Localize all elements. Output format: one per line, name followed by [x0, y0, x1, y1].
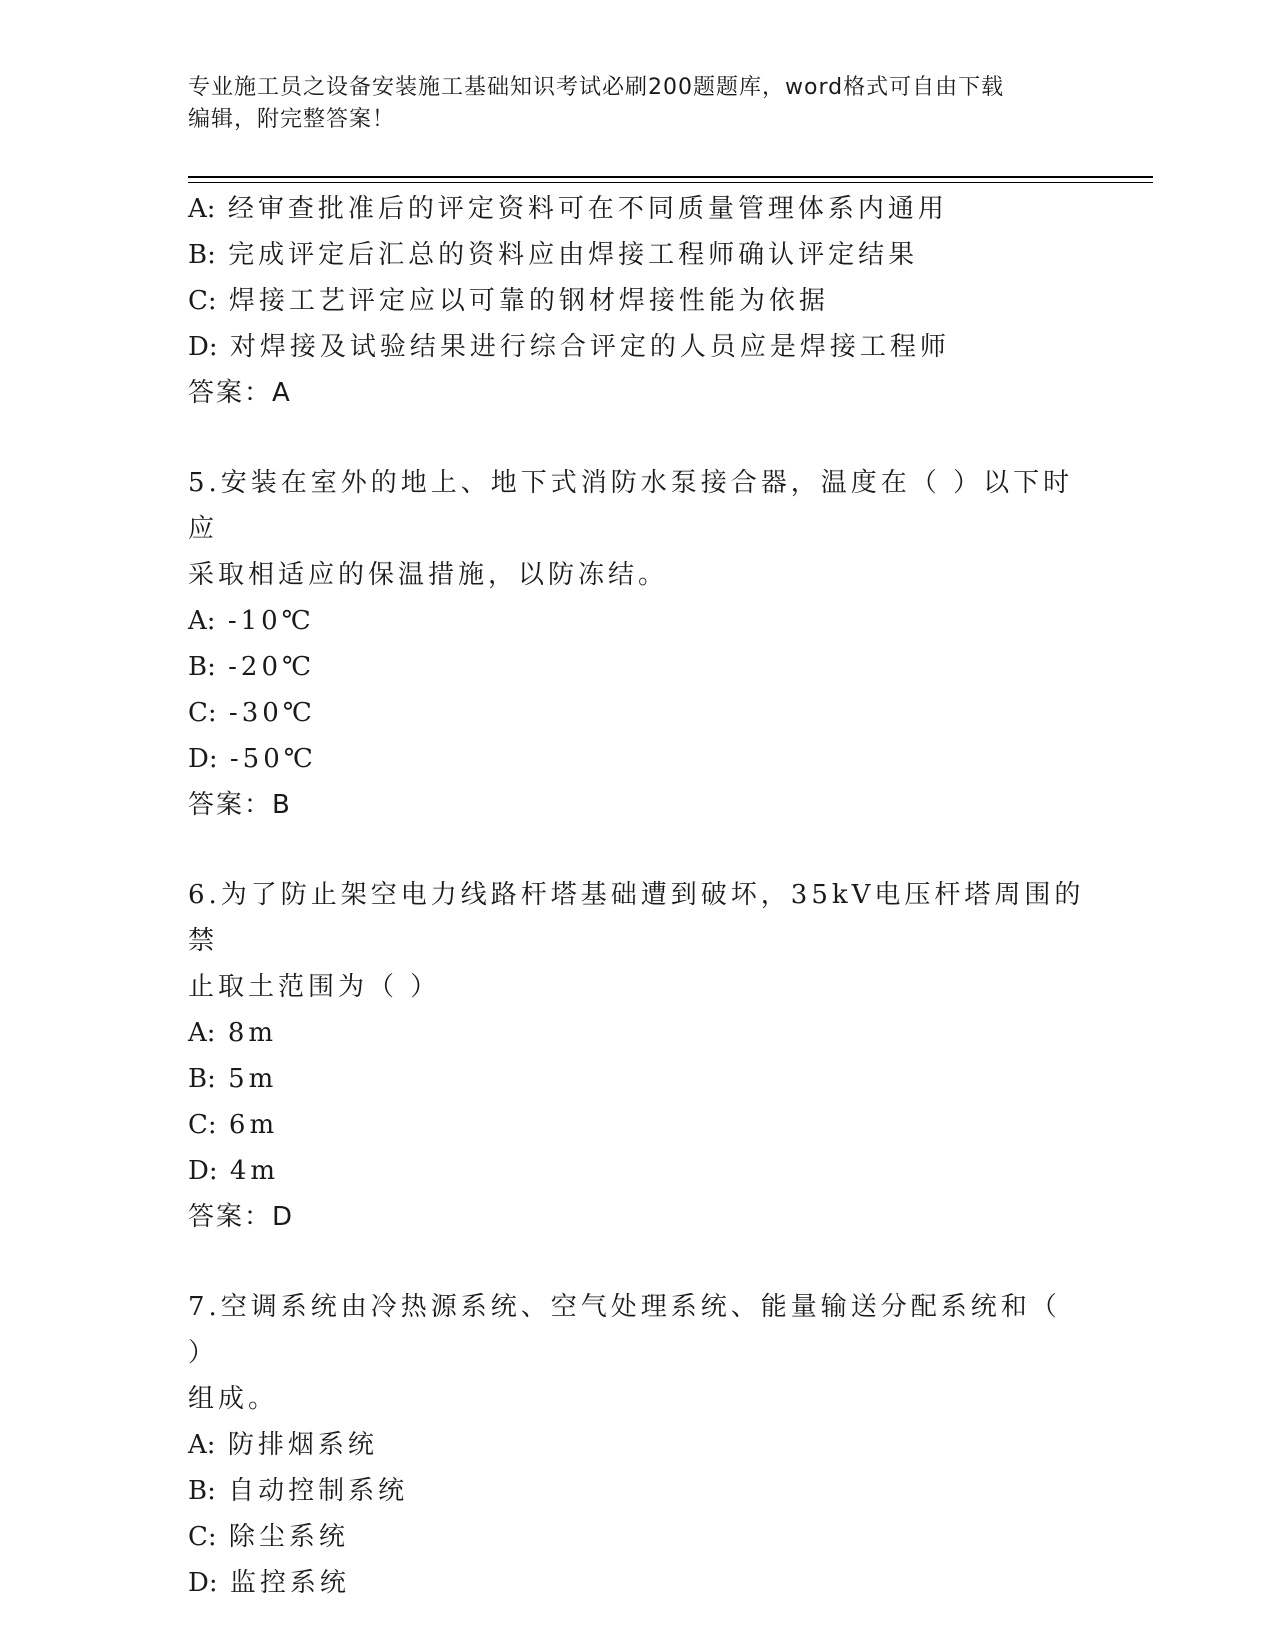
option-text: -10℃ [227, 606, 315, 636]
option-a: A: -10℃ [188, 606, 315, 636]
document-header [188, 72, 1088, 136]
option-d: D: -50℃ [188, 744, 317, 774]
question-text-line2: 采取相适应的保温措施，以防冻结。 [188, 560, 669, 590]
option-a: A: 经审查批准后的评定资料可在不同质量管理体系内通用 [188, 194, 948, 224]
option-text: 完成评定后汇总的资料应由焊接工程师确认评定结果 [228, 240, 919, 270]
option-d: D: 监控系统 [188, 1568, 350, 1598]
question-text-line2: 组成。 [188, 1384, 279, 1414]
option-b: B: 5m [188, 1064, 278, 1094]
question-list [188, 186, 1088, 1606]
header-divider-secondary [188, 182, 1153, 183]
option-a: A: 8m [188, 1018, 278, 1048]
option-d: D: 对焊接及试验结果进行综合评定的人员应是焊接工程师 [188, 332, 950, 362]
option-text: 经审查批准后的评定资料可在不同质量管理体系内通用 [227, 194, 948, 224]
question-text-line1: 5.安装在室外的地上、地下式消防水泵接合器，温度在（ ）以下时应 [188, 468, 1074, 544]
option-text: 6m [228, 1110, 279, 1140]
question-4-options [188, 186, 1088, 416]
option-text: -50℃ [229, 744, 317, 774]
option-c: C: 除尘系统 [188, 1522, 349, 1552]
header-divider [188, 176, 1153, 178]
header-title-line1: 专业施工员之设备安装施工基础知识考试必刷200题题库，word格式可自由下载 [188, 75, 1005, 100]
option-text: 5m [228, 1064, 278, 1094]
question-text-line2: 止取土范围为（ ） [188, 972, 441, 1002]
question-7 [188, 1284, 1088, 1606]
option-text: 防排烟系统 [227, 1430, 378, 1460]
option-c: C: 6m [188, 1110, 279, 1140]
option-d: D: 4m [188, 1156, 280, 1186]
question-6 [188, 872, 1088, 1240]
option-c: C: 焊接工艺评定应以可靠的钢材焊接性能为依据 [188, 286, 829, 316]
answer-label: 答案：D [188, 1202, 295, 1232]
option-text: 8m [227, 1018, 278, 1048]
option-text: -20℃ [228, 652, 316, 682]
option-c: C: -30℃ [188, 698, 316, 728]
option-text: 对焊接及试验结果进行综合评定的人员应是焊接工程师 [229, 332, 950, 362]
option-b: B: -20℃ [188, 652, 316, 682]
option-text: 除尘系统 [228, 1522, 349, 1552]
option-text: -30℃ [228, 698, 316, 728]
question-5 [188, 460, 1088, 828]
answer-label: 答案：A [188, 378, 292, 408]
option-text: 焊接工艺评定应以可靠的钢材焊接性能为依据 [228, 286, 829, 316]
option-b: B: 完成评定后汇总的资料应由焊接工程师确认评定结果 [188, 240, 919, 270]
header-title-line2: 编辑，附完整答案！ [188, 107, 396, 132]
question-text-line1: 6.为了防止架空电力线路杆塔基础遭到破坏，35kV电压杆塔周围的禁 [188, 880, 1085, 956]
question-text-line1: 7.空调系统由冷热源系统、空气处理系统、能量输送分配系统和（ ） [188, 1292, 1061, 1368]
answer-label: 答案：B [188, 790, 292, 820]
option-b: B: 自动控制系统 [188, 1476, 409, 1506]
option-text: 监控系统 [229, 1568, 350, 1598]
option-text: 4m [229, 1156, 280, 1186]
option-a: A: 防排烟系统 [188, 1430, 378, 1460]
option-text: 自动控制系统 [228, 1476, 409, 1506]
